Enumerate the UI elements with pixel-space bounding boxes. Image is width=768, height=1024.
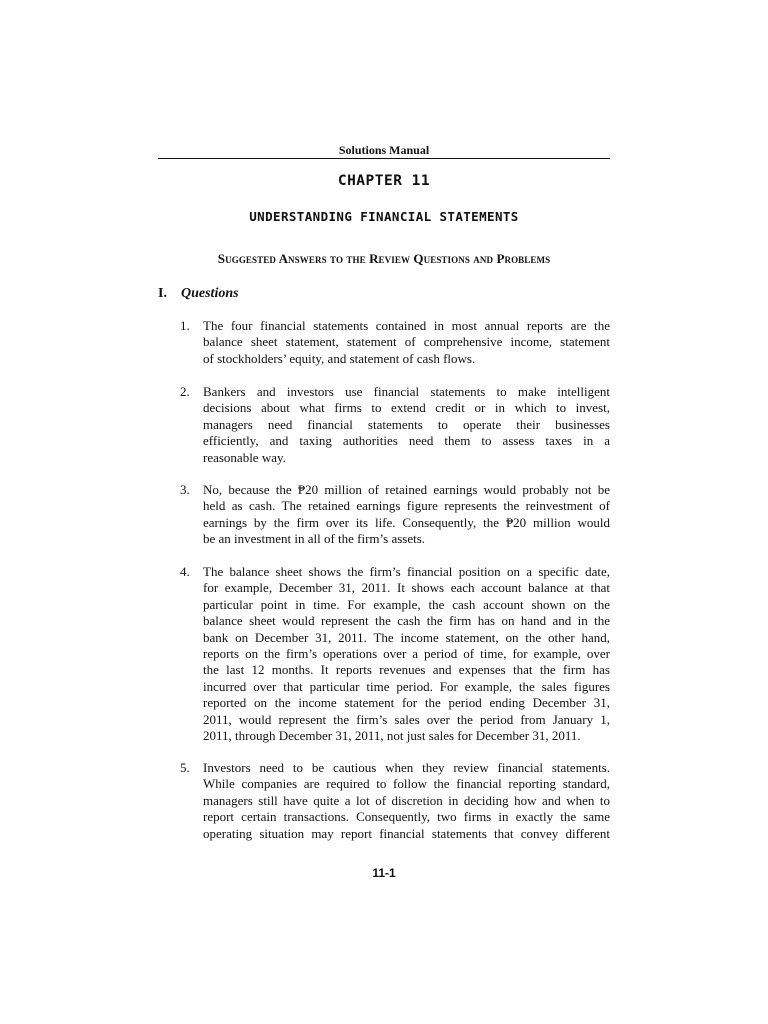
text-line: reports on the firm’s operations over a period of time, for example, over [203,646,610,662]
text-line: held as cash. The retained earnings figure represents the reinvestment of [203,498,610,514]
question-number: 4. [180,564,190,579]
text-line: incurred over that particular time period. For example, the sales figures [203,678,610,694]
section-label: Questions [181,286,239,301]
text-line: The four financial statements contained in most annual reports are the [203,318,610,333]
question-text [203,564,610,744]
text-line: 2011, through December 31, 2011, not just sales for December 31, 2011. [203,728,581,744]
question-item-3 [180,482,610,548]
running-header: Solutions Manual [338,143,430,157]
text-line: managers need financial statements to operate their businesses [203,416,610,432]
question-text [203,482,610,548]
question-number: 2. [180,384,190,399]
header-rule [158,158,610,159]
text-line: The balance sheet shows the firm’s financial position on a specific date, [203,564,610,579]
text-line: report certain transactions. Consequently, two firms in exactly the same [203,809,610,825]
text-line: be an investment in all of the firm’s assets. [203,531,426,547]
question-item-2 [180,384,610,466]
text-line: Bankers and investors use financial statements to make intelligent [203,384,610,399]
text-line: managers still have quite a lot of discretion in deciding how and when to [203,792,610,808]
page-number: 11-1 [372,866,396,880]
question-text [203,318,610,367]
section-number: I. [158,286,167,301]
question-text [203,384,610,466]
text-line: reasonable way. [203,449,286,465]
chapter-subtitle: UNDERSTANDING FINANCIAL STATEMENTS [249,209,519,224]
text-line: of stockholders’ equity, and statement of cash flows. [203,350,476,366]
text-line: reported on the income statement for the period ending December 31, [203,695,610,711]
text-line: Investors need to be cautious when they review financial statements. [203,760,610,775]
text-line: operating situation may report financial statements that convey different [203,825,610,841]
chapter-title: CHAPTER 11 [337,173,431,189]
section-subtitle: Suggested Answers to the Review Questions and Problems [217,251,551,266]
question-item-4 [180,564,610,744]
question-number: 1. [180,318,190,333]
text-line: particular point in time. For example, the cash account shown on the [203,596,610,612]
section-heading [158,286,239,302]
question-number: 5. [180,760,190,775]
text-line: the last 12 months. It reports revenues and expenses that the firm has [203,662,610,678]
text-line: for example, December 31, 2011. It shows each account balance at that [203,580,610,596]
text-line: While companies are required to follow the financial reporting standard, [203,776,610,792]
question-text [203,760,610,842]
text-line: balance sheet would represent the cash the firm has on hand and in the [203,613,610,629]
text-line: bank on December 31, 2011. The income statement, on the other hand, [203,629,610,645]
text-line: decisions about what firms to extend credit or in which to invest, [203,400,610,416]
text-line: No, because the ₱20 million of retained earnings would probably not be [203,482,610,497]
text-line: efficiently, and taxing authorities need them to assess taxes in a [203,433,610,449]
text-line: balance sheet statement, statement of comprehensive income, statement [203,334,610,350]
text-line: earnings by the firm over its life. Consequently, the ₱20 million would [203,514,610,530]
question-number: 3. [180,482,190,497]
question-item-1 [180,318,610,367]
question-item-5 [180,760,610,842]
text-line: 2011, would represent the firm’s sales over the period from January 1, [203,711,610,727]
